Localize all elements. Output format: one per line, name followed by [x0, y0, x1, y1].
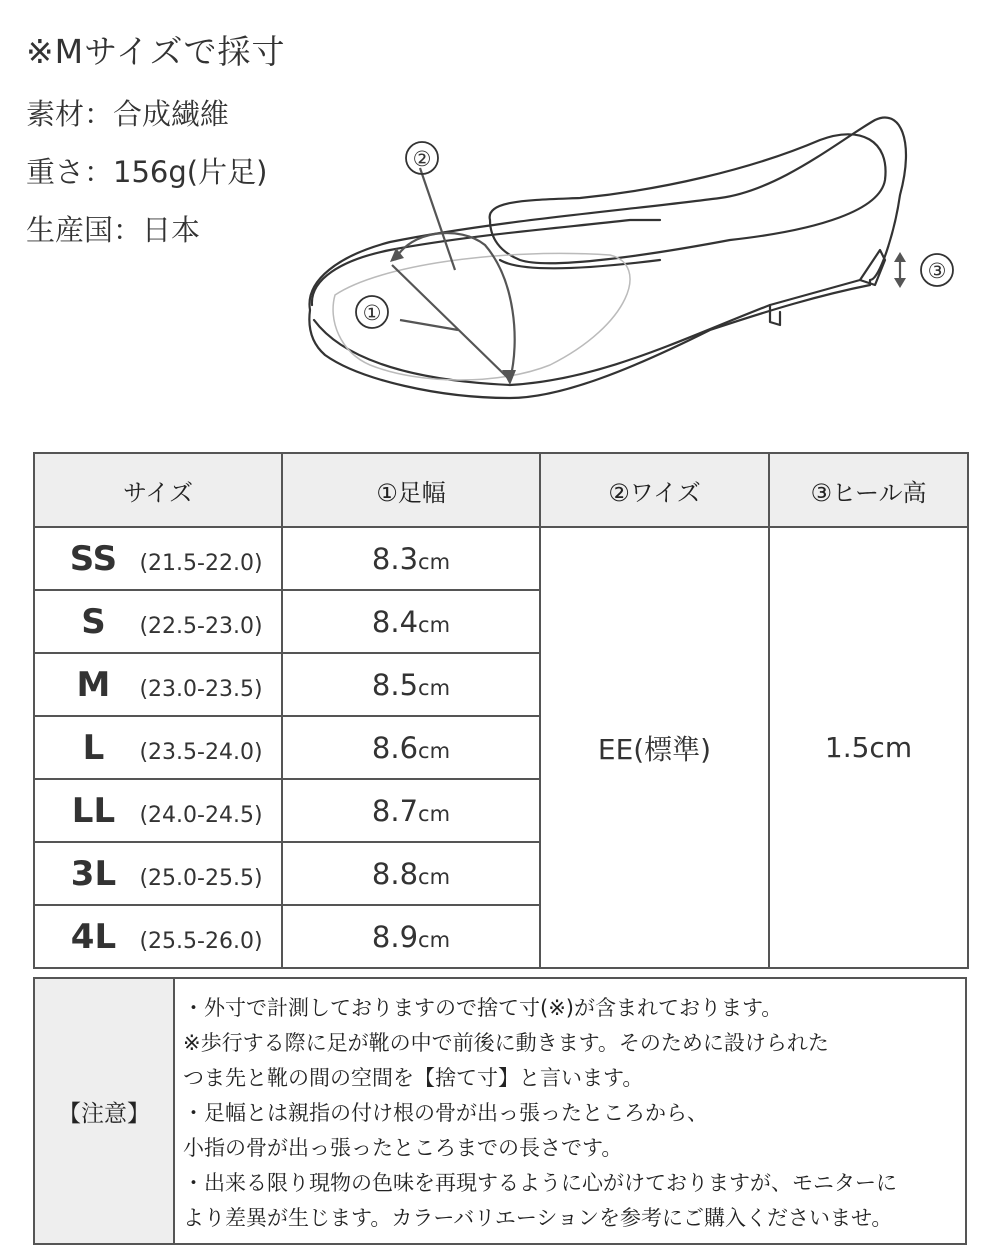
size-table [33, 452, 969, 969]
size-range: (25.5-26.0) [139, 928, 263, 954]
header-title: ※Mサイズで採寸 [26, 32, 286, 71]
size-cell [34, 842, 282, 905]
size-cell [34, 779, 282, 842]
notes-box [33, 977, 967, 1245]
size-cell [34, 653, 282, 716]
foot-width-cell [282, 653, 540, 716]
size-label: LL [71, 790, 116, 831]
table-row [34, 527, 968, 590]
unit-label: cm [418, 864, 451, 889]
size-cell [34, 590, 282, 653]
size-range: (22.5-23.0) [139, 613, 263, 639]
size-range: (25.0-25.5) [139, 865, 263, 891]
foot-width-value: 8.6 [371, 730, 419, 765]
unit-label: cm [418, 927, 451, 952]
notes-line: ・足幅とは親指の付け根の骨が出っ張ったところから、 [183, 1101, 708, 1125]
material-text: 素材：合成繊維 [26, 97, 230, 131]
notes-line: ・外寸で計測しておりますので捨て寸(※)が含まれております。 [183, 996, 783, 1020]
size-label: 3L [70, 853, 117, 894]
size-label: 4L [70, 916, 117, 957]
foot-width-cell [282, 590, 540, 653]
unit-label: cm [418, 549, 451, 574]
header-size: サイズ [34, 453, 282, 527]
foot-width-cell [282, 527, 540, 590]
size-range: (23.0-23.5) [139, 676, 263, 702]
unit-label: cm [418, 801, 451, 826]
header-foot-width: ①足幅 [282, 453, 540, 527]
heel-height-cell: 1.5cm [769, 527, 968, 968]
foot-width-value: 8.5 [371, 667, 419, 702]
unit-label: cm [418, 612, 451, 637]
marker-1: ① [362, 301, 382, 325]
unit-label: cm [418, 675, 451, 700]
size-label: SS [69, 538, 118, 579]
notes-line: ※歩行する際に足が靴の中で前後に動きます。そのために設けられた [183, 1031, 829, 1055]
notes-line: 小指の骨が出っ張ったところまでの長さです。 [183, 1136, 623, 1160]
wise-cell: EE(標準) [540, 527, 769, 968]
origin-text: 生産国：日本 [26, 213, 201, 247]
size-cell [34, 527, 282, 590]
foot-width-cell [282, 842, 540, 905]
marker-3: ③ [927, 259, 947, 283]
foot-width-value: 8.8 [371, 856, 419, 891]
size-label: L [82, 727, 105, 768]
notes-heading: 【注意】 [35, 979, 175, 1243]
marker-2: ② [412, 147, 432, 171]
foot-width-value: 8.3 [371, 541, 419, 576]
size-range: (21.5-22.0) [139, 550, 263, 576]
size-range: (23.5-24.0) [139, 739, 263, 765]
shoe-diagram [300, 80, 980, 420]
notes-line: つま先と靴の間の空間を【捨て寸】と言います。 [183, 1066, 644, 1090]
unit-label: cm [418, 738, 451, 763]
size-label: M [76, 664, 111, 705]
size-table-header [34, 453, 968, 527]
weight-text: 重さ：156g(片足) [26, 155, 268, 189]
size-cell [34, 716, 282, 779]
size-cell [34, 905, 282, 968]
foot-width-value: 8.9 [371, 919, 419, 954]
header-heel-height: ③ヒール高 [769, 453, 968, 527]
foot-width-value: 8.4 [371, 604, 419, 639]
foot-width-cell [282, 779, 540, 842]
notes-line: より差異が生じます。カラーバリエーションを参考にご購入くださいませ。 [183, 1206, 893, 1230]
foot-width-cell [282, 716, 540, 779]
header-wise: ②ワイズ [540, 453, 769, 527]
size-range: (24.0-24.5) [139, 802, 263, 828]
notes-body [175, 979, 965, 1243]
size-label: S [81, 601, 106, 642]
notes-line: ・出来る限り現物の色味を再現するように心がけておりますが、モニターに [183, 1171, 897, 1195]
foot-width-value: 8.7 [371, 793, 419, 828]
foot-width-cell [282, 905, 540, 968]
